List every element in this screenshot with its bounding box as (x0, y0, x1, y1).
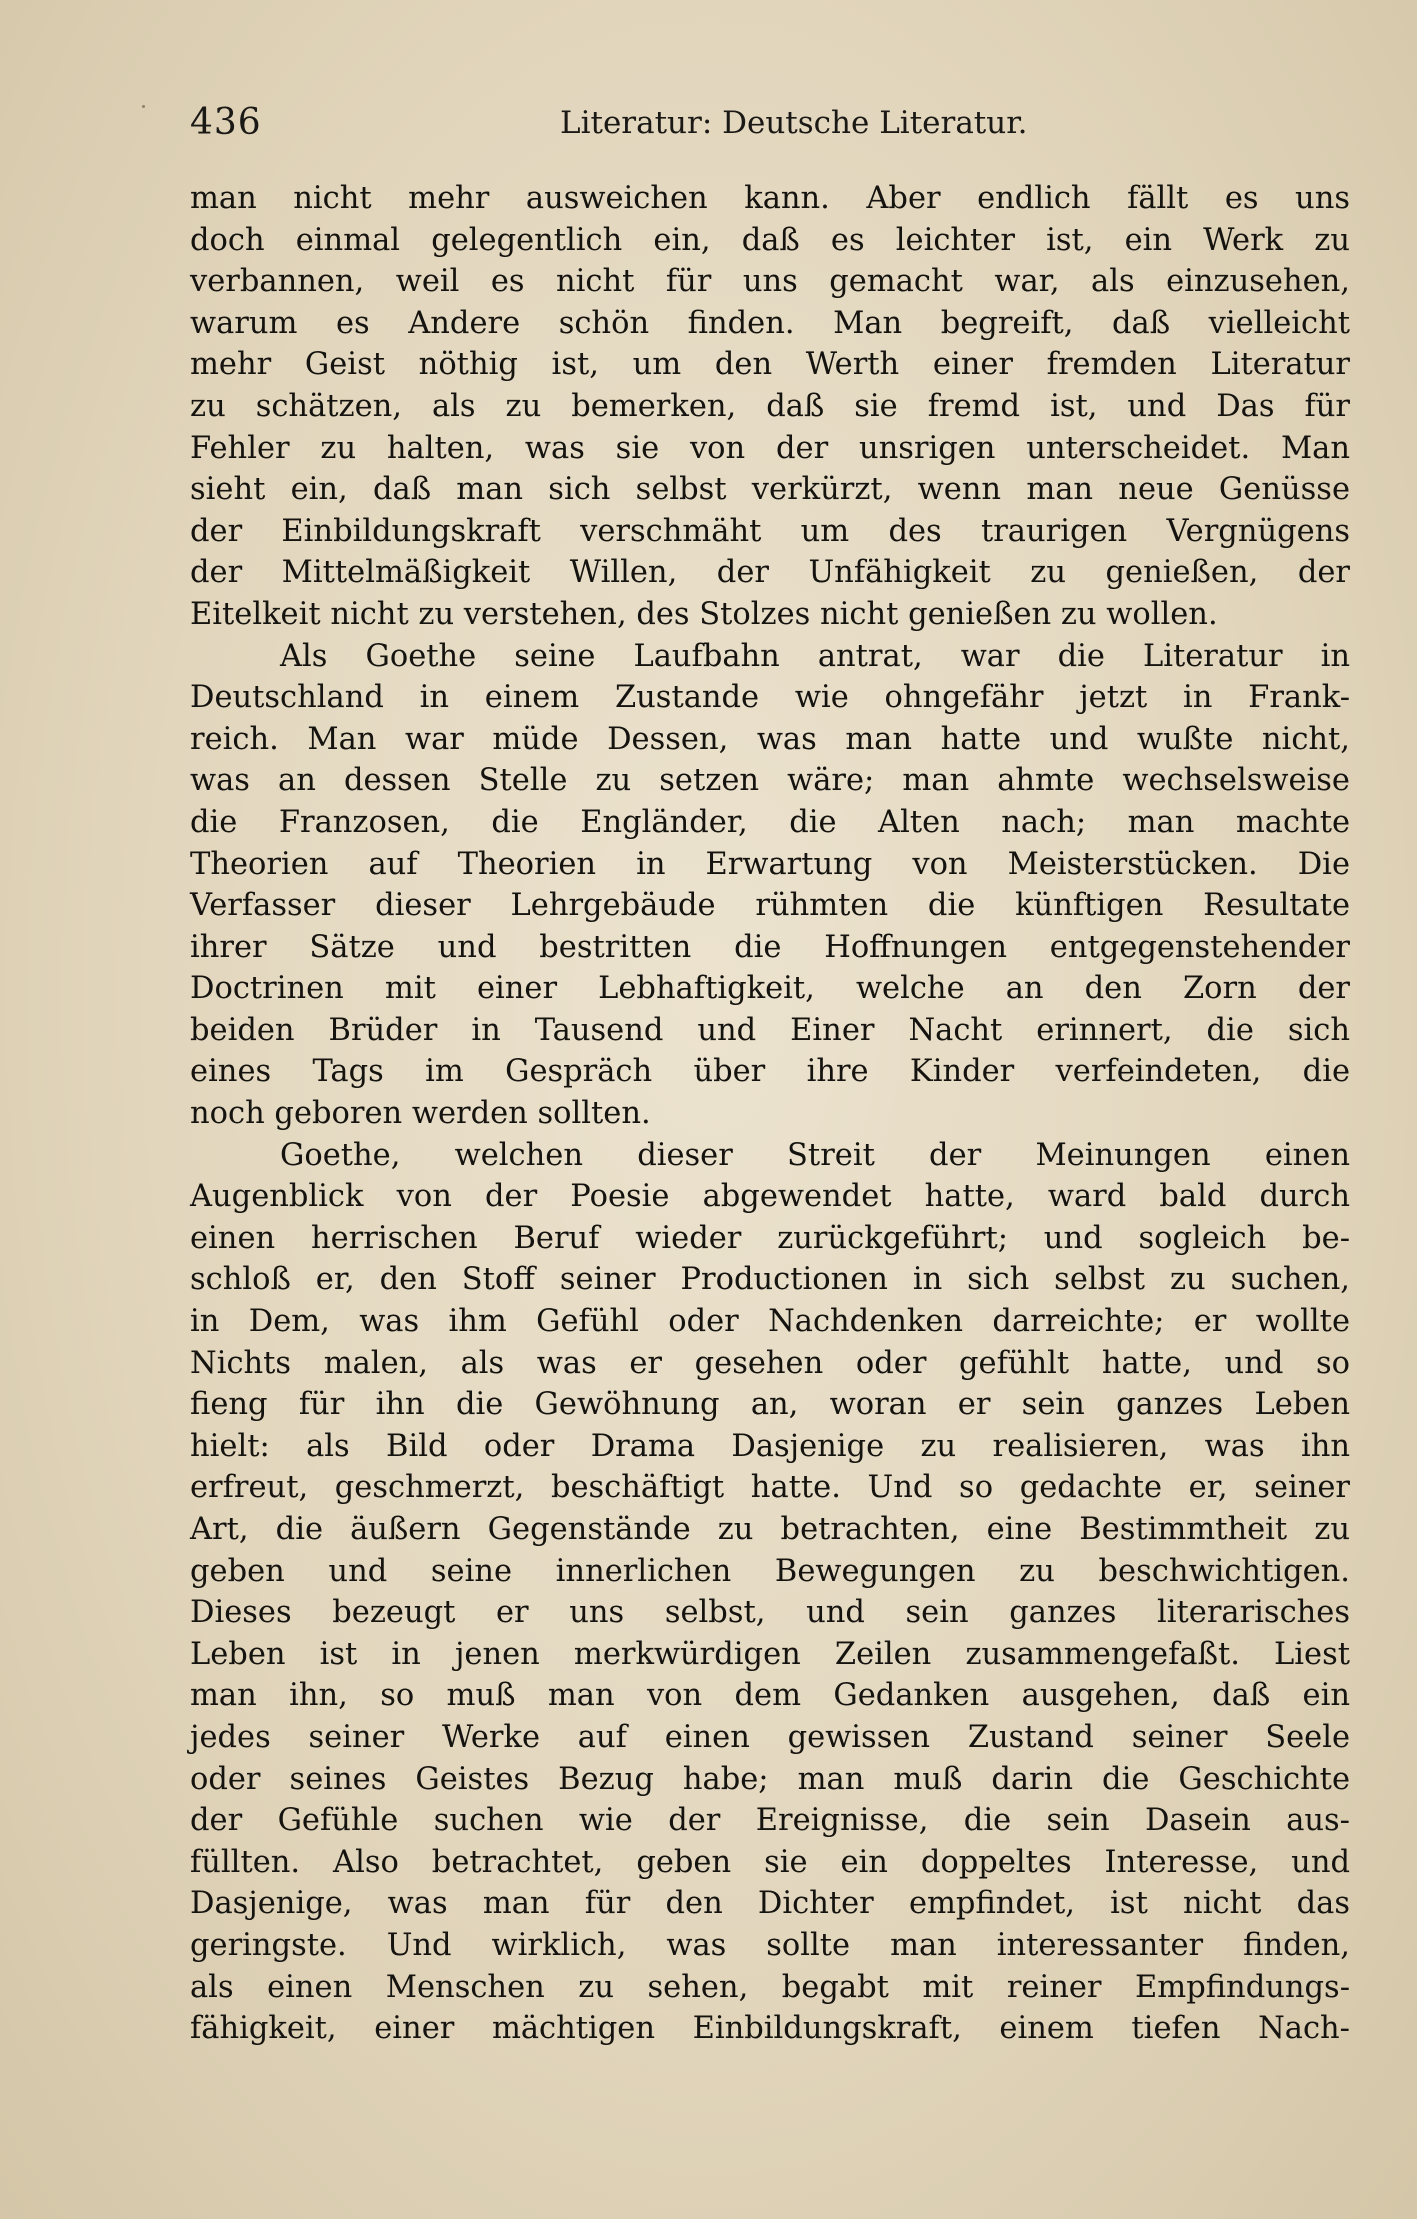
text-line: in Dem, was ihm Gefühl oder Nachdenken darreichte; er wollte (190, 1304, 1350, 1340)
text-line: man nicht mehr ausweichen kann. Aber endlich fällt es uns (190, 181, 1350, 216)
body-text (190, 178, 1350, 2050)
text-line: schloß er, den Stoff seiner Productionen in sich selbst zu suchen, (190, 1262, 1350, 1298)
text-line: Fehler zu halten, was sie von der unsrigen unterscheidet. Man (190, 430, 1350, 466)
text-line: der Gefühle suchen wie der Ereignisse, die sein Dasein aus- (190, 1803, 1350, 1839)
running-head: Literatur: Deutsche Literatur. (560, 105, 1028, 141)
text-line: sieht ein, daß man sich selbst verkürzt, wenn man neue Genüsse (190, 472, 1350, 508)
text-line: der Einbildungskraft verschmäht um des traurigen Vergnügens (190, 513, 1350, 549)
text-line: man ihn, so muß man von dem Gedanken ausgehen, daß ein (190, 1678, 1350, 1714)
text-line: eines Tags im Gespräch über ihre Kinder verfeindeten, die (190, 1054, 1350, 1090)
text-line: der Mittelmäßigkeit Willen, der Unfähigkeit zu genießen, der (190, 555, 1350, 591)
text-line: warum es Andere schön finden. Man begreift, daß vielleicht (190, 305, 1350, 341)
text-line: reich. Man war müde Dessen, was man hatte und wußte nicht, (190, 721, 1350, 757)
text-line: fähigkeit, einer mächtigen Einbildungskraft, einem tiefen Nach- (190, 2011, 1350, 2047)
text-line: fieng für ihn die Gewöhnung an, woran er sein ganzes Leben (190, 1387, 1350, 1423)
text-line: Leben ist in jenen merkwürdigen Zeilen zusammengefaßt. Liest (190, 1636, 1350, 1672)
text-line: als einen Menschen zu sehen, begabt mit reiner Empfindungs- (190, 1969, 1350, 2005)
text-line: zu schätzen, als zu bemerken, daß sie fremd ist, und Das für (190, 388, 1350, 424)
paragraph-end-line: Eitelkeit nicht zu verstehen, des Stolzes nicht genießen zu wollen. (190, 596, 1218, 632)
text-line: mehr Geist nöthig ist, um den Werth einer fremden Literatur (190, 347, 1350, 383)
text-line: oder seines Geistes Bezug habe; man muß darin die Geschichte (190, 1761, 1350, 1797)
text-line: ihrer Sätze und bestritten die Hoffnungen entgegenstehender (190, 929, 1350, 965)
paragraph-end-line: noch geboren werden sollten. (190, 1096, 651, 1132)
text-line: Deutschland in einem Zustande wie ohngefähr jetzt in Frank- (190, 680, 1350, 716)
text-line: verbannen, weil es nicht für uns gemacht war, als einzusehen, (190, 264, 1350, 300)
paragraph-start-line: Als Goethe seine Laufbahn antrat, war die Literatur in (280, 638, 1350, 674)
text-line: Augenblick von der Poesie abgewendet hatte, ward bald durch (190, 1179, 1350, 1215)
text-line: hielt: als Bild oder Drama Dasjenige zu realisieren, was ihn (190, 1428, 1350, 1464)
text-line: jedes seiner Werke auf einen gewissen Zustand seiner Seele (190, 1719, 1350, 1755)
text-line: Nichts malen, als was er gesehen oder gefühlt hatte, und so (190, 1345, 1350, 1381)
text-line: Theorien auf Theorien in Erwartung von Meisterstücken. Die (190, 846, 1350, 882)
text-line: füllten. Also betrachtet, geben sie ein doppeltes Interesse, und (190, 1844, 1350, 1880)
text-line: geringste. Und wirklich, was sollte man interessanter finden, (190, 1927, 1350, 1963)
text-line: Dasjenige, was man für den Dichter empfindet, ist nicht das (190, 1886, 1350, 1922)
text-line: beiden Brüder in Tausend und Einer Nacht erinnert, die sich (190, 1012, 1350, 1048)
text-line: doch einmal gelegentlich ein, daß es leichter ist, ein Werk zu (190, 222, 1350, 258)
text-line: einen herrischen Beruf wieder zurückgeführt; und sogleich be- (190, 1220, 1350, 1256)
ink-speck (142, 105, 145, 108)
text-line: Doctrinen mit einer Lebhaftigkeit, welche an den Zorn der (190, 971, 1350, 1007)
text-line: Art, die äußern Gegenstände zu betrachten, eine Bestimmtheit zu (190, 1512, 1350, 1547)
text-line: die Franzosen, die Engländer, die Alten nach; man machte (190, 804, 1350, 840)
text-line: was an dessen Stelle zu setzen wäre; man ahmte wechselsweise (190, 763, 1350, 799)
text-line: Verfasser dieser Lehrgebäude rühmten die künftigen Resultate (190, 888, 1350, 924)
paragraph-start-line: Goethe, welchen dieser Streit der Meinungen einen (280, 1137, 1350, 1173)
page-number: 436 (190, 102, 262, 143)
page-header (190, 98, 1350, 148)
text-line: erfreut, geschmerzt, beschäftigt hatte. Und so gedachte er, seiner (190, 1470, 1350, 1506)
text-line: geben und seine innerlichen Bewegungen zu beschwichtigen. (190, 1553, 1350, 1589)
text-line: Dieses bezeugt er uns selbst, und sein ganzes literarisches (190, 1595, 1350, 1631)
